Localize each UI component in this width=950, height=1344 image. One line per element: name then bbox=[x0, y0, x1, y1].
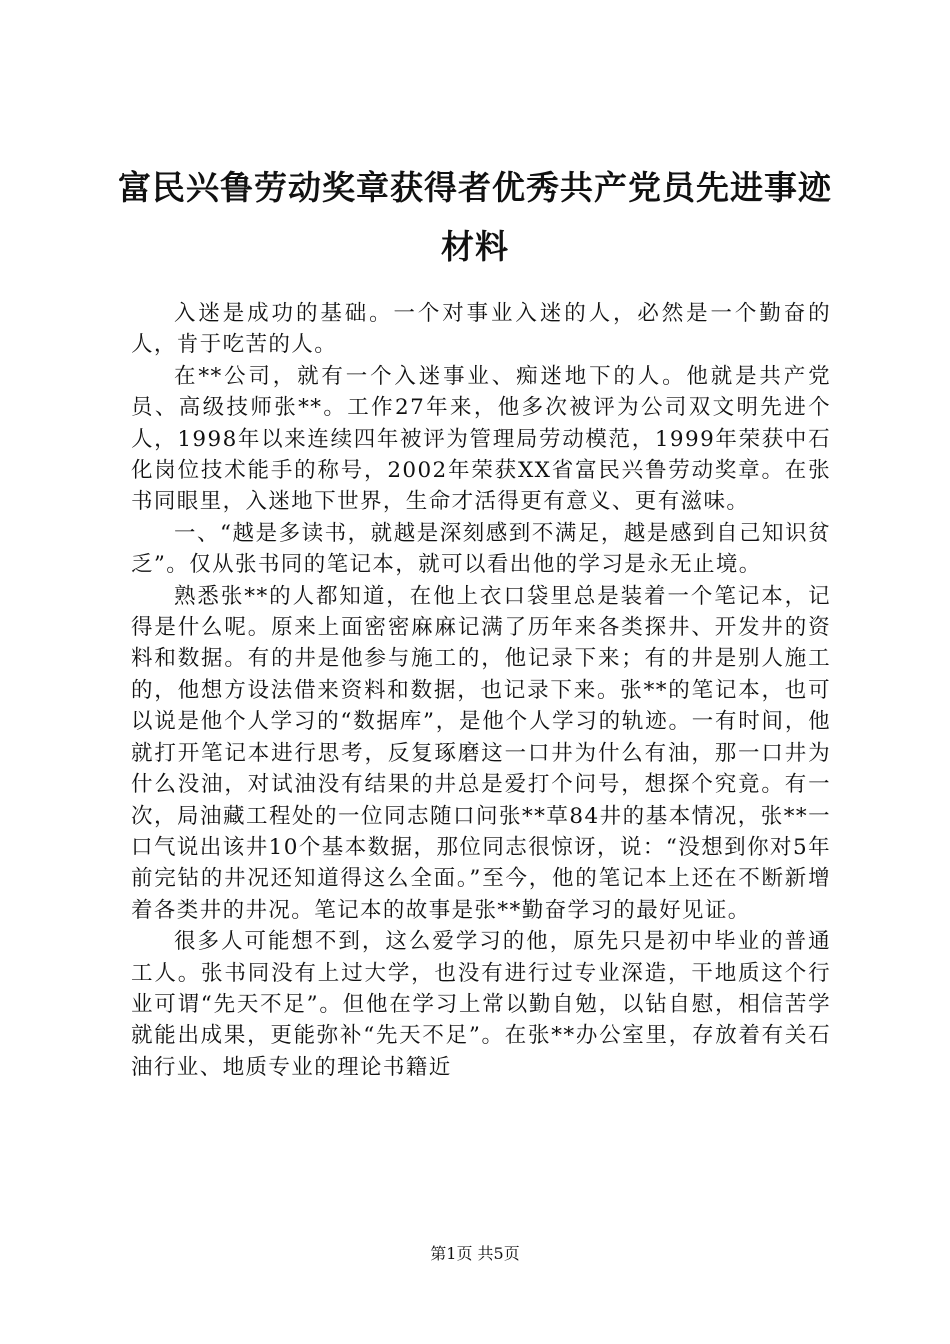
paragraph-1: 入迷是成功的基础。一个对事业入迷的人，必然是一个勤奋的人，肯于吃苦的人。 bbox=[131, 301, 831, 358]
page-footer: 第1页 共5页 bbox=[430, 1244, 520, 1263]
paragraph-4: 熟悉张**的人都知道，在他上衣口袋里总是装着一个笔记本，记得是什么呢。原来上面密密麻麻记满了历年来各类探井、开发井的资料和数据。有的井是他参与施工的，他记录下来；有的井是别人施工的，他想方设法借来资料和数据，也记录下来。张**的笔记本，也可以说是他个人学习的“数据库”，是他个人学习的轨迹。一有时间，他就打开笔记本进行思考，反复琢磨这一口井为什么有油，那一口井为什么没油，对试油没有结果的井总是爱打个问号，想探个究竟。有一次，局油藏工程处的一位同志随口问张**草84井的基本情况，张**一口气说出该井10个基本数据，那位同志很惊讶，说：“没想到你对5年前完钻的井况还知道得这么全面。”至今，他的笔记本上还在不断新增着各类井的井况。笔记本的故事是张**勤奋学习的最好见证。 bbox=[131, 583, 831, 923]
paragraph-5: 很多人可能想不到，这么爱学习的他，原先只是初中毕业的普通工人。张书同没有上过大学，也没有进行过专业深造，干地质这个行业可谓“先天不足”。但他在学习上常以勤自勉，以钻自慰，相信苦学就能出成果，更能弥补“先天不足”。在张**办公室里，存放着有关石油行业、地质专业的理论书籍近 bbox=[131, 929, 831, 1080]
document-body bbox=[131, 298, 831, 1083]
document-title: 富民兴鲁劳动奖章获得者优秀共产党员先进事迹材料 bbox=[118, 168, 832, 266]
paragraph-3: 一、“越是多读书，就越是深刻感到不满足，越是感到自己知识贫乏”。仅从张书同的笔记本，就可以看出他的学习是永无止境。 bbox=[131, 520, 831, 578]
paragraph-2: 在**公司，就有一个入迷事业、痴迷地下的人。他就是共产党员、高级技师张**。工作27年来，他多次被评为公司双文明先进个人，1998年以来连续四年被评为管理局劳动模范，1999年荣获中石化岗位技术能手的称号，2002年荣获XX省富民兴鲁劳动奖章。在张书同眼里，入迷地下世界，生命才活得更有意义、更有滋味。 bbox=[131, 363, 831, 515]
